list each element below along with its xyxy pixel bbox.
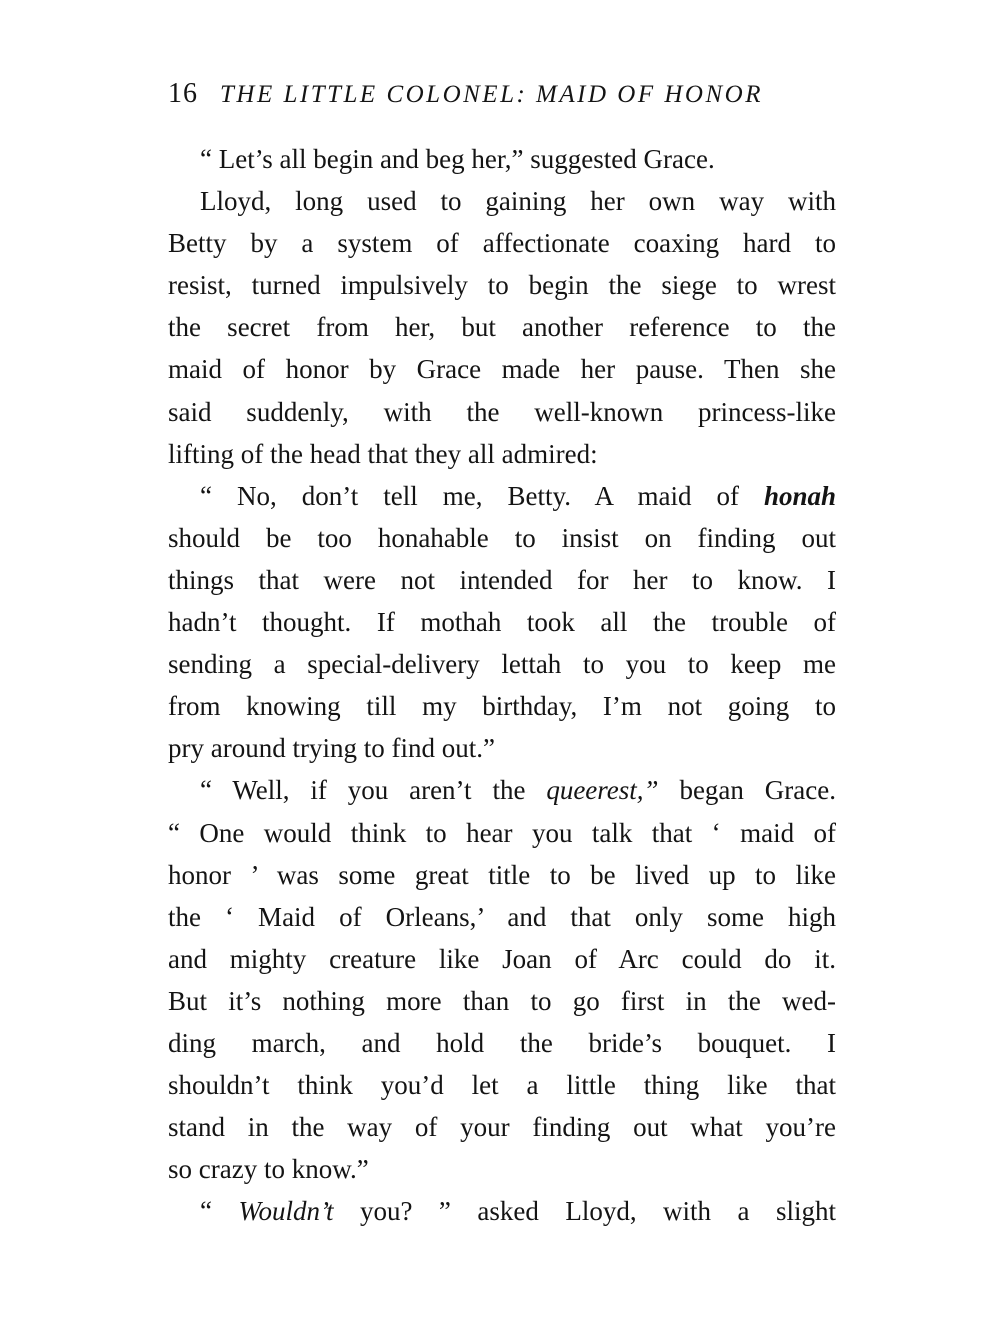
running-title: THE LITTLE COLONEL: MAID OF HONOR	[220, 81, 763, 108]
text-line: honor ’ was some great title to be lived up to like	[168, 859, 836, 890]
text-line: resist, turned impulsively to begin the siege to wrest	[168, 270, 836, 301]
emphasized-word: honah	[763, 480, 836, 511]
text-run: began Grace.	[658, 775, 836, 806]
text-line: shouldn’t think you’d let a little thing like that	[168, 1070, 836, 1101]
text-line: the ‘ Maid of Orleans,’ and that only some high	[168, 901, 836, 932]
text-line: “ Let’s all begin and beg her,” suggested Grace.	[200, 144, 715, 174]
body-text	[168, 138, 836, 1232]
text-line	[168, 475, 836, 517]
text-line: said suddenly, with the well-known princess-like	[168, 396, 836, 427]
text-run: “	[200, 1196, 239, 1227]
text-run: “ Well, if you aren’t the	[200, 775, 547, 806]
text-line: the secret from her, but another reference to the	[168, 312, 836, 343]
emphasized-word: queerest,”	[546, 775, 659, 806]
text-line: sending a special-delivery lettah to you to keep me	[168, 649, 836, 680]
text-line: “ One would think to hear you talk that ‘ maid of	[168, 817, 836, 848]
page-number: 16	[168, 78, 198, 109]
text-line: ding march, and hold the bride’s bouquet. I	[168, 1027, 836, 1058]
text-line: lifting of the head that they all admired:	[168, 438, 598, 469]
text-run: “ No, don’t tell me, Betty. A maid of	[200, 480, 764, 511]
text-line: Lloyd, long used to gaining her own way with	[200, 186, 836, 217]
emphasized-word: Wouldn’t	[238, 1196, 334, 1227]
text-line: But it’s nothing more than to go first in the wed-	[168, 985, 836, 1016]
text-line: so crazy to know.”	[168, 1154, 369, 1185]
text-line: hadn’t thought. If mothah took all the trouble of	[168, 607, 836, 638]
text-line: things that were not intended for her to know. I	[168, 564, 836, 595]
text-line: stand in the way of your finding out what you’re	[168, 1112, 836, 1143]
text-line: from knowing till my birthday, I’m not going to	[168, 691, 836, 722]
text-line: should be too honahable to insist on finding out	[168, 522, 836, 553]
text-line: and mighty creature like Joan of Arc could do it.	[168, 943, 836, 974]
text-line: Betty by a system of affectionate coaxing hard to	[168, 228, 836, 259]
text-run: you? ” asked Lloyd, with a slight	[333, 1196, 836, 1227]
running-head	[168, 78, 848, 118]
text-line	[168, 769, 836, 811]
text-line: pry around trying to find out.”	[168, 733, 495, 764]
text-line: maid of honor by Grace made her pause. Then she	[168, 354, 836, 385]
text-line	[168, 1190, 836, 1232]
